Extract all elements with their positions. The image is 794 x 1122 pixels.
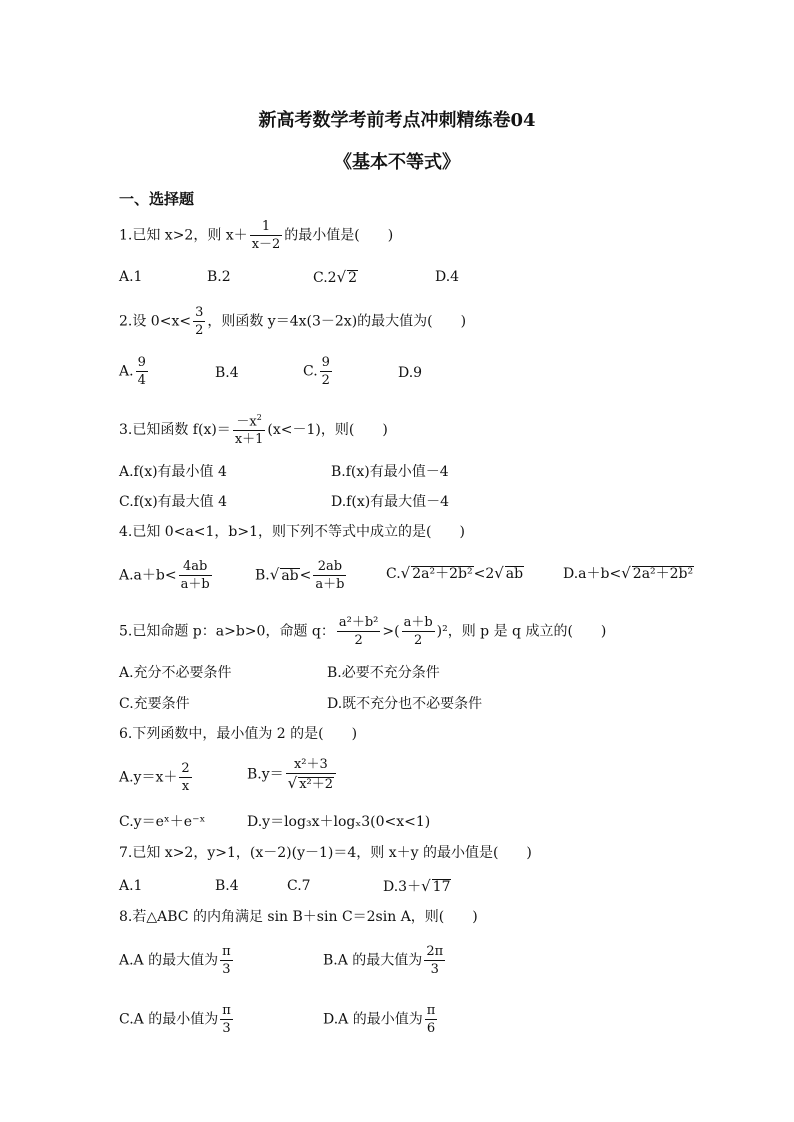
section-heading: 一、选择题	[119, 190, 195, 208]
q8-option-b[interactable]: B.A 的最大值为 $\frac{2\pi}{3}$	[323, 944, 444, 977]
fraction: $\frac{3}{2}$	[195, 305, 204, 338]
q1-option-c[interactable]: C.2√ 2	[313, 268, 358, 286]
q7-option-b[interactable]: B.4	[215, 878, 239, 894]
question-4: 4.已知 0<a<1，b>1，则下列不等式中成立的是( )	[119, 524, 465, 540]
fraction: $\frac{1}{x-2}$	[251, 219, 281, 252]
q4-option-a[interactable]: A.a＋b< $\frac{4ab}{a+b}$	[119, 559, 210, 592]
q1-option-a[interactable]: A.1	[119, 269, 143, 285]
q6-option-b[interactable]: B.y＝ $\frac{\text{x²＋3}}{\text{√ x²＋2}}$	[247, 758, 338, 791]
question-8: 8.若△ABC 的内角满足 sin B＋sin C＝2sin A，则( )	[119, 909, 478, 925]
q8-option-d[interactable]: D.A 的最小值为 $\frac{\pi}{6}$	[323, 1003, 436, 1036]
q8-option-c[interactable]: C.A 的最小值为 $\frac{\pi}{3}$	[119, 1003, 231, 1036]
q6-option-a[interactable]: A.y＝x＋ $\frac{2}{x}$	[119, 761, 190, 794]
q5-option-a[interactable]: A.充分不必要条件	[119, 665, 232, 681]
q3-option-a[interactable]: A.f(x)有最小值 4	[119, 464, 227, 480]
q6-option-d[interactable]: D.y＝log₃x＋logₓ3(0<x<1)	[247, 814, 431, 830]
q5-option-d[interactable]: D.既不充分也不必要条件	[327, 696, 483, 712]
q1-option-d[interactable]: D.4	[435, 269, 460, 285]
q6-option-c[interactable]: C.y＝eˣ＋e⁻ˣ	[119, 814, 206, 830]
question-5: 5.已知命题 p：a>b>0，命题 q： $\frac{\text{a²＋b²}}{2}$ >( $\frac{a+b}{2}$ )²，则 p 是 q 成立的( )	[119, 615, 607, 648]
q3-option-d[interactable]: D.f(x)有最大值－4	[331, 494, 450, 510]
q8-option-a[interactable]: A.A 的最大值为 $\frac{\pi}{3}$	[119, 944, 231, 977]
q2-option-c[interactable]: C. $\frac{9}{2}$	[303, 355, 330, 388]
q5-option-b[interactable]: B.必要不充分条件	[327, 665, 440, 681]
q7-option-a[interactable]: A.1	[119, 878, 143, 894]
q3-option-b[interactable]: B.f(x)有最小值－4	[331, 464, 449, 480]
q2-option-a[interactable]: A. $\frac{9}{4}$	[119, 355, 146, 388]
q4-option-b[interactable]: B.√ ab< $\frac{2ab}{a+b}$	[255, 559, 345, 592]
question-3: 3.已知函数 f(x)＝ $\frac{-x^2}{x+1}$ (x<－1)，则( )	[119, 413, 388, 448]
q4-option-d[interactable]: D.a＋b<√ 2a²＋2b²	[563, 564, 694, 582]
question-7: 7.已知 x>2，y>1，(x－2)(y－1)＝4，则 x＋y 的最小值是( )	[119, 845, 532, 861]
q1-option-b[interactable]: B.2	[207, 269, 231, 285]
page-title: 新高考数学考前考点冲刺精练卷04	[258, 110, 536, 131]
q4-option-c[interactable]: C.√ 2a²＋2b²<2√ ab	[386, 564, 524, 582]
q3-option-c[interactable]: C.f(x)有最大值 4	[119, 494, 228, 510]
q2-option-b[interactable]: B.4	[215, 365, 239, 381]
q7-option-c[interactable]: C.7	[287, 878, 311, 894]
q5-option-c[interactable]: C.充要条件	[119, 696, 190, 712]
question-2: 2.设 0<x< $\frac{3}{2}$ ，则函数 y＝4x(3－2x)的最大值为( )	[119, 305, 467, 338]
q2-option-d[interactable]: D.9	[398, 365, 423, 381]
fraction: $\frac{-x^2}{x+1}$	[234, 413, 264, 448]
question-1: 1.已知 x>2，则 x＋ $\frac{1}{x-2}$ 的最小值是( )	[119, 219, 394, 252]
question-6: 6.下列函数中，最小值为 2 的是( )	[119, 726, 358, 742]
q7-option-d[interactable]: D.3＋√ 17	[383, 877, 451, 895]
page-subtitle: 《基本不等式》	[334, 152, 460, 173]
